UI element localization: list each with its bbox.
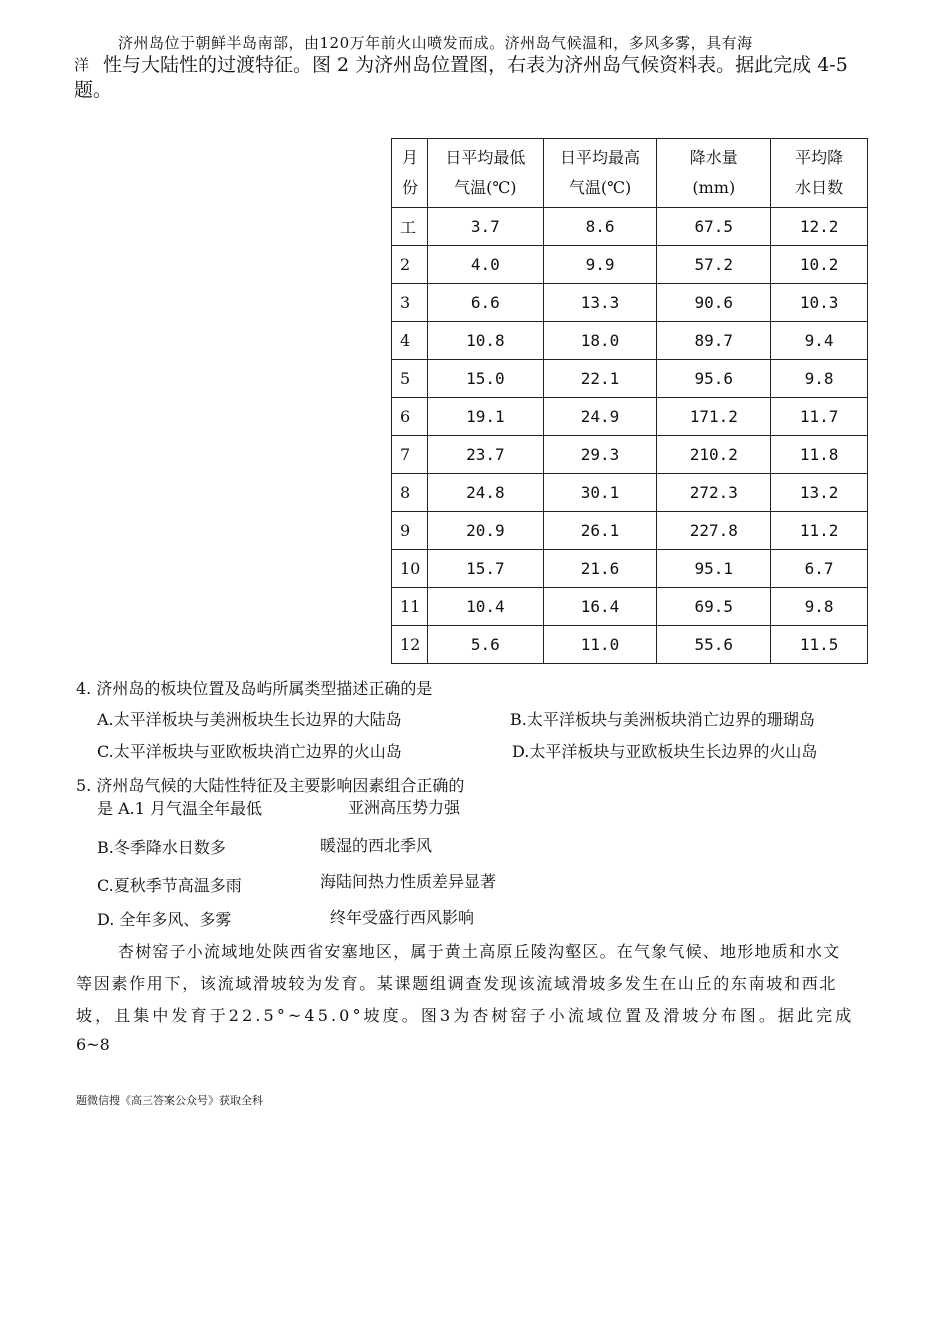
table-row bbox=[392, 246, 868, 284]
cell-min-temp: 6.6 bbox=[427, 284, 543, 322]
cell-min-temp: 23.7 bbox=[427, 436, 543, 474]
passage2-line-4: 6~8 bbox=[76, 1035, 110, 1054]
cell-max-temp: 29.3 bbox=[543, 436, 657, 474]
cell-month: 6 bbox=[392, 398, 428, 436]
header-precip-line-2: (mm) bbox=[692, 178, 736, 197]
q5-option-d-label: D. 全年多风、多雾 bbox=[97, 910, 232, 929]
header-max-temp-line-2: 气温(℃) bbox=[568, 178, 632, 197]
q5-option-b-factor: 暖湿的西北季风 bbox=[320, 836, 433, 855]
table-row bbox=[392, 208, 868, 246]
cell-month: 5 bbox=[392, 360, 428, 398]
cell-rain-days: 9.4 bbox=[771, 322, 868, 360]
cell-min-temp: 3.7 bbox=[427, 208, 543, 246]
passage2-line-3: 坡，且集中发育于22.5°~45.0°坡度。图3为杏树窑子小流域位置及滑坡分布图。据此完成 bbox=[76, 1006, 855, 1025]
table-row bbox=[392, 322, 868, 360]
cell-rain-days: 11.7 bbox=[771, 398, 868, 436]
intro-line-1: 济州岛位于朝鲜半岛南部，由120万年前火山喷发而成。济州岛气候温和，多风多雾，具有海 bbox=[118, 34, 753, 52]
intro-line-2: 性与大陆性的过渡特征。图 2 为济州岛位置图，右表为济州岛气候资料表。据此完成 4-5 bbox=[103, 54, 848, 76]
cell-rain-days: 13.2 bbox=[771, 474, 868, 512]
table-row bbox=[392, 398, 868, 436]
cell-precipitation: 95.6 bbox=[657, 360, 771, 398]
cell-month: 12 bbox=[392, 626, 428, 664]
cell-min-temp: 19.1 bbox=[427, 398, 543, 436]
cell-rain-days: 11.5 bbox=[771, 626, 868, 664]
cell-month: 11 bbox=[392, 588, 428, 626]
header-precipitation bbox=[657, 139, 771, 208]
cell-rain-days: 11.8 bbox=[771, 436, 868, 474]
cell-precipitation: 67.5 bbox=[657, 208, 771, 246]
cell-min-temp: 15.7 bbox=[427, 550, 543, 588]
cell-precipitation: 95.1 bbox=[657, 550, 771, 588]
cell-month: 工 bbox=[392, 208, 428, 246]
cell-max-temp: 8.6 bbox=[543, 208, 657, 246]
cell-max-temp: 16.4 bbox=[543, 588, 657, 626]
climate-table bbox=[391, 138, 868, 664]
q5-option-a-factor: 亚洲高压势力强 bbox=[348, 798, 461, 817]
footer-note: 题微信搜《高三答案公众号》获取全科 bbox=[76, 1094, 263, 1107]
q5-option-c-label: C.夏秋季节高温多雨 bbox=[97, 876, 242, 895]
intro-line-2-prefix: 洋 bbox=[74, 56, 90, 74]
cell-month: 9 bbox=[392, 512, 428, 550]
cell-month: 10 bbox=[392, 550, 428, 588]
header-min-temp-line-2: 气温(℃) bbox=[454, 178, 517, 197]
header-min-temp-line-1: 日平均最低 bbox=[445, 148, 526, 167]
header-max-temp bbox=[543, 139, 657, 208]
cell-precipitation: 57.2 bbox=[657, 246, 771, 284]
cell-min-temp: 15.0 bbox=[427, 360, 543, 398]
cell-precipitation: 171.2 bbox=[657, 398, 771, 436]
cell-min-temp: 10.8 bbox=[427, 322, 543, 360]
cell-rain-days: 12.2 bbox=[771, 208, 868, 246]
cell-rain-days: 9.8 bbox=[771, 360, 868, 398]
cell-month: 7 bbox=[392, 436, 428, 474]
q4-option-d: D.太平洋板块与亚欧板块生长边界的火山岛 bbox=[512, 742, 818, 761]
cell-max-temp: 9.9 bbox=[543, 246, 657, 284]
cell-month: 2 bbox=[392, 246, 428, 284]
header-month-line-1: 月 bbox=[402, 148, 419, 167]
table-row bbox=[392, 626, 868, 664]
cell-min-temp: 5.6 bbox=[427, 626, 543, 664]
table-row bbox=[392, 436, 868, 474]
table-row bbox=[392, 588, 868, 626]
header-precip-line-1: 降水量 bbox=[689, 148, 738, 167]
cell-min-temp: 10.4 bbox=[427, 588, 543, 626]
header-month-line-2: 份 bbox=[402, 178, 419, 197]
cell-rain-days: 6.7 bbox=[771, 550, 868, 588]
cell-max-temp: 24.9 bbox=[543, 398, 657, 436]
cell-month: 8 bbox=[392, 474, 428, 512]
cell-precipitation: 227.8 bbox=[657, 512, 771, 550]
q5-option-b-label: B.冬季降水日数多 bbox=[97, 838, 226, 857]
q5-stem: 5. 济州岛气候的大陆性特征及主要影响因素组合正确的 bbox=[76, 776, 465, 795]
cell-month: 3 bbox=[392, 284, 428, 322]
header-rain-days bbox=[771, 139, 868, 208]
cell-min-temp: 20.9 bbox=[427, 512, 543, 550]
cell-max-temp: 11.0 bbox=[543, 626, 657, 664]
cell-precipitation: 69.5 bbox=[657, 588, 771, 626]
cell-max-temp: 22.1 bbox=[543, 360, 657, 398]
table-row bbox=[392, 512, 868, 550]
cell-max-temp: 18.0 bbox=[543, 322, 657, 360]
table-row bbox=[392, 474, 868, 512]
intro-line-3: 题。 bbox=[74, 79, 113, 101]
passage2-line-2: 等因素作用下，该流域滑坡较为发育。某课题组调查发现该流域滑坡多发生在山丘的东南坡和西北 bbox=[76, 974, 838, 993]
cell-precipitation: 55.6 bbox=[657, 626, 771, 664]
cell-precipitation: 210.2 bbox=[657, 436, 771, 474]
cell-max-temp: 13.3 bbox=[543, 284, 657, 322]
cell-rain-days: 11.2 bbox=[771, 512, 868, 550]
cell-rain-days: 10.2 bbox=[771, 246, 868, 284]
q5-option-d-factor: 终年受盛行西风影响 bbox=[330, 908, 475, 927]
q4-stem: 4. 济州岛的板块位置及岛屿所属类型描述正确的是 bbox=[76, 679, 433, 698]
cell-min-temp: 24.8 bbox=[427, 474, 543, 512]
header-min-temp bbox=[427, 139, 543, 208]
cell-max-temp: 21.6 bbox=[543, 550, 657, 588]
header-rain-days-line-2: 水日数 bbox=[795, 178, 844, 197]
table-header-row bbox=[392, 139, 868, 208]
cell-precipitation: 272.3 bbox=[657, 474, 771, 512]
q4-option-b: B.太平洋板块与美洲板块消亡边界的珊瑚岛 bbox=[510, 710, 815, 729]
q5-stem-2: 是 A.1 月气温全年最低 bbox=[97, 799, 262, 818]
header-max-temp-line-1: 日平均最高 bbox=[560, 148, 641, 167]
cell-rain-days: 9.8 bbox=[771, 588, 868, 626]
table-row bbox=[392, 550, 868, 588]
header-rain-days-line-1: 平均降 bbox=[795, 148, 844, 167]
table-row bbox=[392, 360, 868, 398]
cell-precipitation: 90.6 bbox=[657, 284, 771, 322]
cell-month: 4 bbox=[392, 322, 428, 360]
q4-option-a: A.太平洋板块与美洲板块生长边界的大陆岛 bbox=[97, 710, 402, 729]
passage2-line-1: 杏树窑子小流域地处陕西省安塞地区，属于黄土高原丘陵沟壑区。在气象气候、地形地质和水文 bbox=[118, 942, 841, 961]
cell-precipitation: 89.7 bbox=[657, 322, 771, 360]
cell-min-temp: 4.0 bbox=[427, 246, 543, 284]
q5-option-c-factor: 海陆间热力性质差异显著 bbox=[320, 872, 497, 891]
cell-max-temp: 26.1 bbox=[543, 512, 657, 550]
header-month bbox=[392, 139, 428, 208]
table-row bbox=[392, 284, 868, 322]
q4-option-c: C.太平洋板块与亚欧板块消亡边界的火山岛 bbox=[97, 742, 402, 761]
cell-max-temp: 30.1 bbox=[543, 474, 657, 512]
cell-rain-days: 10.3 bbox=[771, 284, 868, 322]
